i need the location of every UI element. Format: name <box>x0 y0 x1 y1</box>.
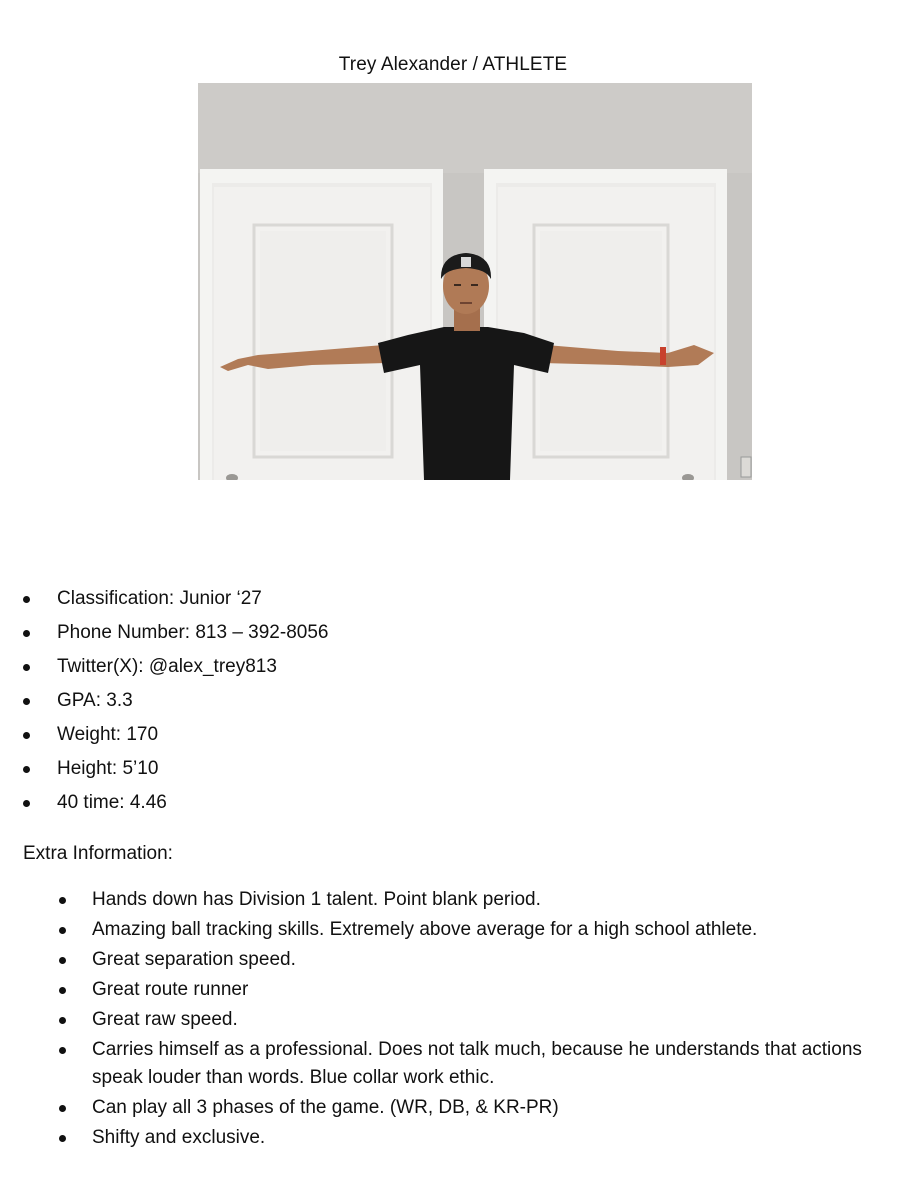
info-gpa: GPA: 3.3 <box>0 688 906 722</box>
list-item: Great separation speed. <box>0 946 906 974</box>
list-item: Shifty and exclusive. <box>0 1124 906 1152</box>
list-item: Amazing ball tracking skills. Extremely above average for a high school athlete. <box>0 916 906 944</box>
document-title: Trey Alexander / ATHLETE <box>338 54 568 75</box>
info-weight: Weight: 170 <box>0 722 906 756</box>
list-item: Can play all 3 phases of the game. (WR, DB, & KR-PR) <box>0 1094 906 1122</box>
list-item: Hands down has Division 1 talent. Point blank period. <box>0 886 906 914</box>
athlete-info-list <box>0 586 906 824</box>
athlete-photo <box>198 83 752 480</box>
info-classification: Classification: Junior ‘27 <box>0 586 906 620</box>
list-item: Great route runner <box>0 976 906 1004</box>
info-phone: Phone Number: 813 – 392-8056 <box>0 620 906 654</box>
list-item: Carries himself as a professional. Does not talk much, because he understands that actions speak louder than words. Blue collar work ethic. <box>0 1036 906 1092</box>
info-height: Height: 5’10 <box>0 756 906 790</box>
extra-info-list <box>0 886 906 1154</box>
extra-info-heading: Extra Information: <box>23 843 173 864</box>
info-twitter: Twitter(X): @alex_trey813 <box>0 654 906 688</box>
info-40-time: 40 time: 4.46 <box>0 790 906 824</box>
list-item: Great raw speed. <box>0 1006 906 1034</box>
